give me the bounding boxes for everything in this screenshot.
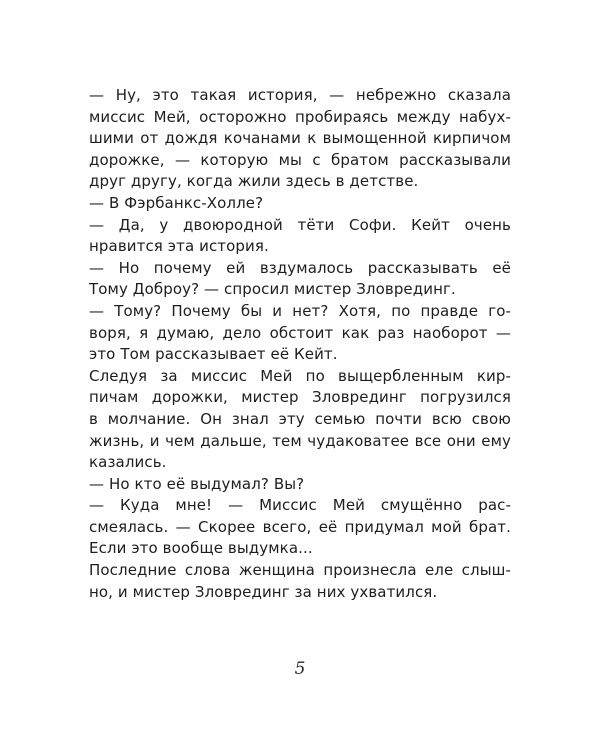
text-line: Последние слова женщина произнесла еле слыш-: [89, 561, 511, 580]
text-line: — Но кто её выдумал? Вы?: [89, 474, 305, 493]
paragraph: [89, 85, 511, 193]
text-line: это Том рассказывает её Кейт.: [89, 345, 338, 364]
text-line: — Ну, это такая история, — небрежно сказала: [89, 86, 511, 104]
text-line: — Да, у двоюродной тёти Софи. Кейт очень: [89, 215, 511, 234]
paragraph: [89, 474, 511, 496]
paragraph: [89, 258, 511, 301]
text-line: — Тому? Почему бы и нет? Хотя, по правде го-: [89, 301, 511, 320]
text-line: жизнь, и чем дальше, тем чудаковатее все они ему: [89, 431, 511, 450]
text-line: миссис Мей, осторожно пробираясь между набух-: [89, 107, 511, 126]
text-line: — Куда мне! — Миссис Мей смущённо рас-: [89, 496, 511, 515]
text-line: Тому Доброу? — спросил мистер Зловрединг.: [89, 280, 456, 299]
paragraph: [89, 366, 511, 474]
text-line: казались.: [89, 453, 167, 472]
paragraph: [89, 301, 511, 366]
text-line: Если это вообще выдумка...: [89, 539, 313, 558]
paragraph: [89, 560, 511, 603]
page-body-text: [89, 85, 511, 603]
text-line: — В Фэрбанкс-Холле?: [89, 193, 264, 212]
paragraph: [89, 495, 511, 560]
text-line: дорожке, — которую мы с братом рассказывали: [89, 150, 511, 169]
text-line: но, и мистер Зловрединг за них ухватился.: [89, 582, 438, 601]
text-line: друг другу, когда жили здесь в детстве.: [89, 172, 419, 191]
text-line: смеялась. — Скорее всего, её придумал мой брат.: [89, 517, 511, 536]
text-line: нравится эта история.: [89, 237, 269, 256]
page-number: 5: [294, 659, 306, 679]
text-line: Следуя за миссис Мей по выщербленным кир-: [89, 366, 511, 385]
text-line: в молчание. Он знал эту семью почти всю свою: [89, 409, 511, 428]
text-line: шими от дождя кочанами к вымощенной кирпичом: [89, 129, 511, 148]
paragraph: [89, 215, 511, 258]
paragraph: [89, 193, 511, 215]
text-line: — Но почему ей вздумалось рассказывать её: [89, 258, 511, 277]
text-line: пичам дорожки, мистер Зловрединг погрузился: [89, 388, 511, 407]
text-line: воря, я думаю, дело обстоит как раз наоборот —: [89, 323, 511, 342]
